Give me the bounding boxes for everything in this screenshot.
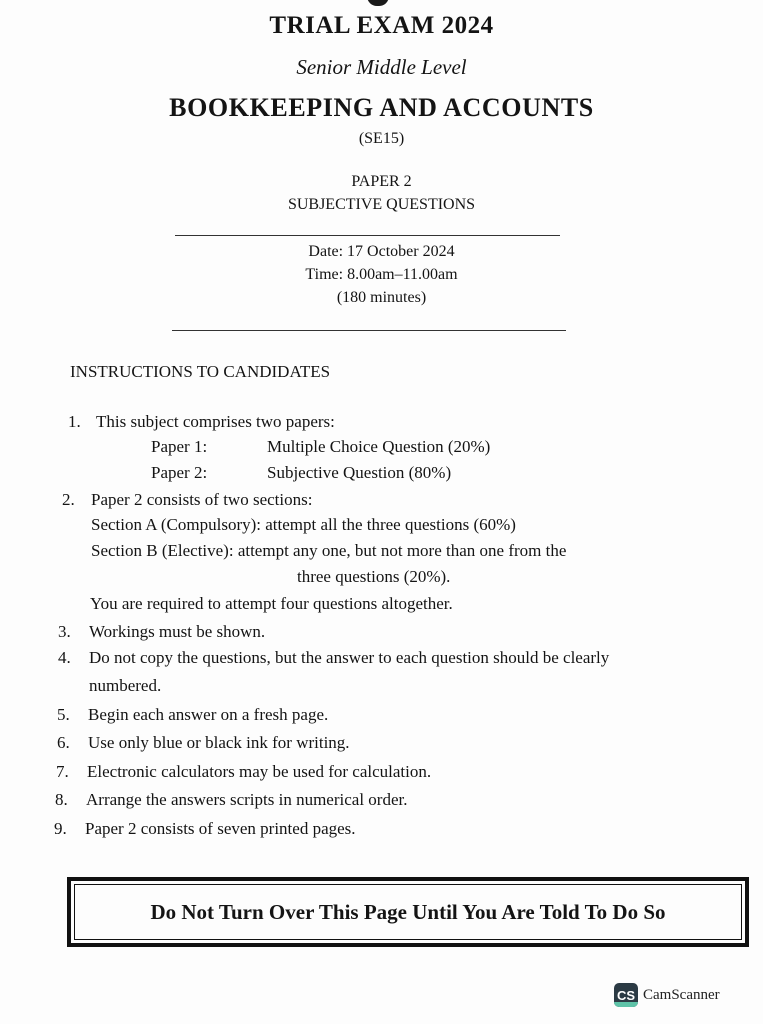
- item-number: 4.: [58, 648, 71, 667]
- subject-title: BOOKKEEPING AND ACCOUNTS: [169, 93, 594, 122]
- list-item-sub: three questions (20%).: [297, 567, 451, 586]
- notice-text: Do Not Turn Over This Page Until You Are Told To Do So: [74, 884, 742, 940]
- divider-bottom: [172, 330, 566, 331]
- paper1-label: Paper 1:: [151, 437, 208, 456]
- list-item: This subject comprises two papers:: [96, 412, 335, 431]
- list-item: Use only blue or black ink for writing.: [88, 733, 350, 752]
- item-number: 3.: [58, 622, 71, 641]
- divider-top: [175, 235, 560, 236]
- item-number: 8.: [55, 790, 68, 809]
- paper-number: PAPER 2: [351, 173, 412, 190]
- list-item: Arrange the answers scripts in numerical order.: [86, 790, 408, 809]
- list-item: Paper 2 consists of seven printed pages.: [85, 819, 356, 838]
- list-item: Paper 2 consists of two sections:: [91, 490, 313, 509]
- item-number: 9.: [54, 819, 67, 838]
- item-number: 2.: [62, 490, 75, 509]
- list-item-sub: Section A (Compulsory): attempt all the three questions (60%): [91, 515, 516, 534]
- camscanner-watermark: [614, 983, 720, 1007]
- subject-code: (SE15): [358, 130, 405, 147]
- list-item-sub: Section B (Elective): attempt any one, but not more than one from the: [91, 541, 567, 560]
- item-number: 1.: [68, 412, 81, 431]
- item-number: 7.: [56, 762, 69, 781]
- list-item: Workings must be shown.: [89, 622, 266, 641]
- paper-type: SUBJECTIVE QUESTIONS: [287, 196, 476, 213]
- paper2-desc: Subjective Question (80%): [267, 463, 452, 482]
- list-item: Do not copy the questions, but the answer to each question should be clearly: [89, 648, 610, 667]
- item-number: 6.: [57, 733, 70, 752]
- exam-date: Date: 17 October 2024: [308, 243, 455, 260]
- list-item-sub: You are required to attempt four questions altogether.: [90, 594, 453, 613]
- camscanner-label: CamScanner: [643, 986, 720, 1003]
- camscanner-logo-icon: CS: [614, 983, 638, 1007]
- list-item: Electronic calculators may be used for calculation.: [87, 762, 432, 781]
- list-item-cont: numbered.: [89, 676, 162, 695]
- exam-duration: (180 minutes): [336, 289, 427, 306]
- exam-title: TRIAL EXAM 2024: [269, 12, 494, 39]
- item-number: 5.: [57, 705, 70, 724]
- paper1-desc: Multiple Choice Question (20%): [267, 437, 491, 456]
- exam-time: Time: 8.00am–11.00am: [305, 266, 458, 283]
- list-item: Begin each answer on a fresh page.: [88, 705, 329, 724]
- exam-level: Senior Middle Level: [296, 55, 467, 79]
- paper2-label: Paper 2:: [151, 463, 208, 482]
- instructions-heading: INSTRUCTIONS TO CANDIDATES: [70, 362, 331, 381]
- notice-box: [67, 877, 749, 947]
- crest-emblem-icon: [367, 0, 389, 6]
